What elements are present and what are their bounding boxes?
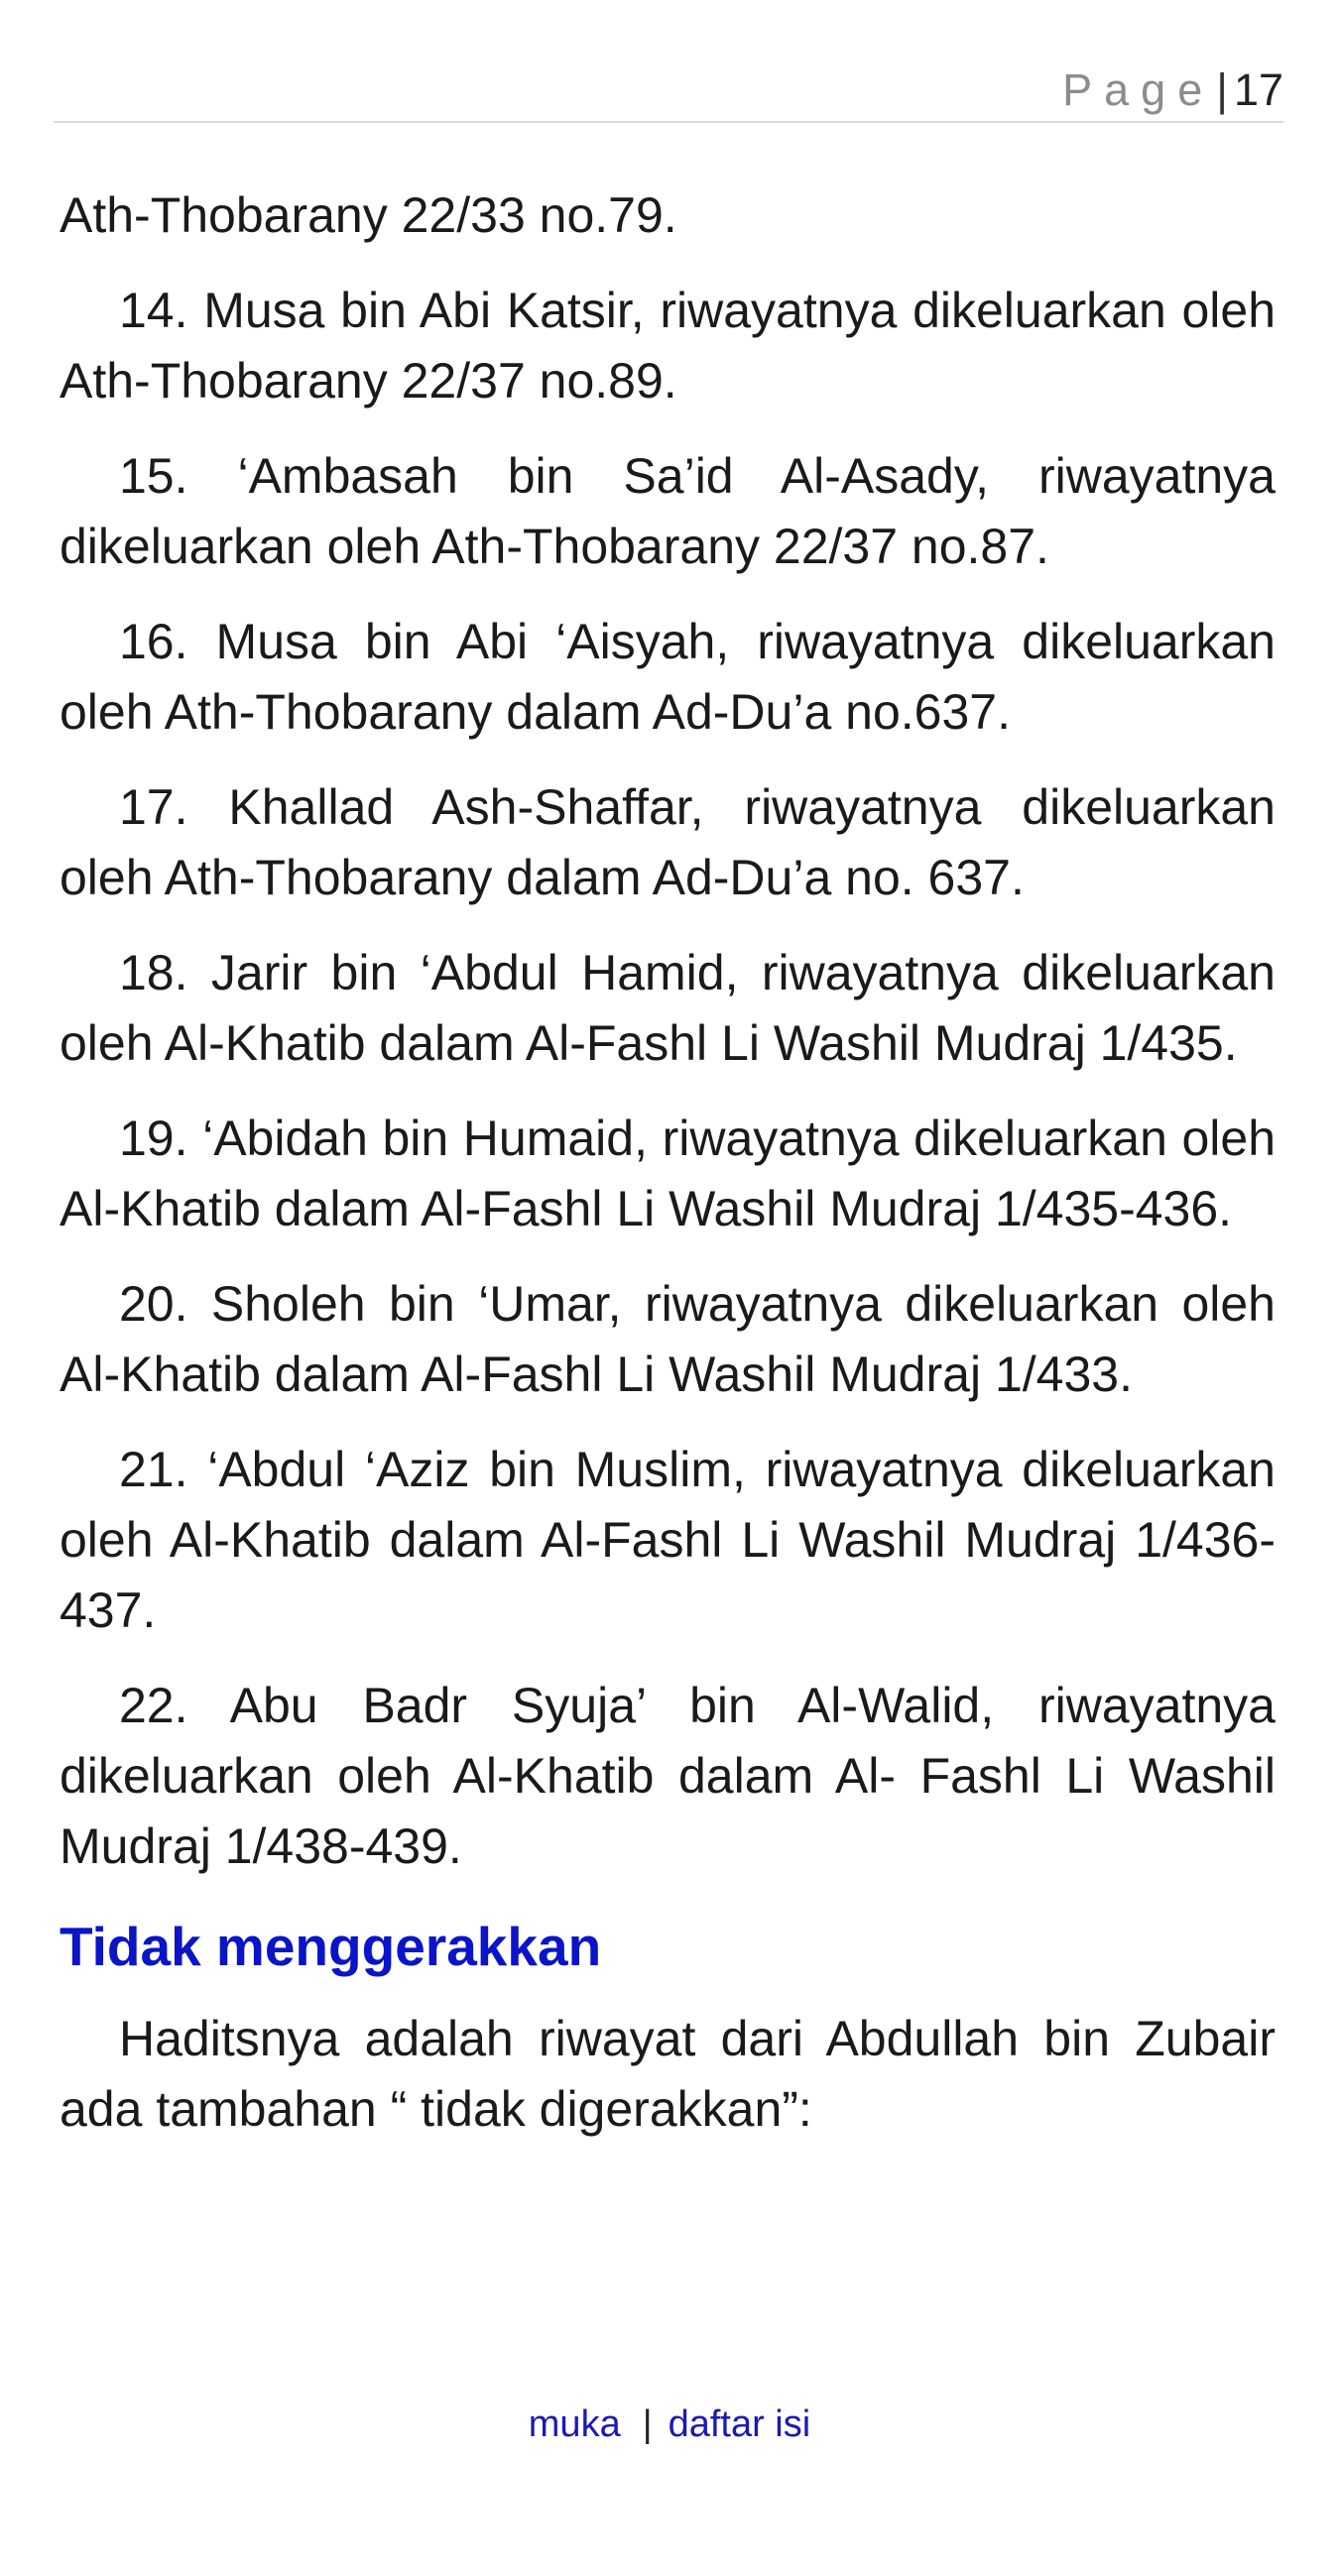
footer-nav	[0, 2400, 1339, 2449]
table-of-contents-link[interactable]: daftar isi	[668, 2403, 811, 2445]
section-heading: Tidak menggerakkan	[60, 1916, 602, 1977]
list-item-18: 18. Jarir bin ‘Abdul Hamid, riwayatnya dikeluarkan oleh Al-Khatib dalam Al-Fashl Li Washil Mudraj 1/435.	[60, 945, 1276, 1071]
list-item-14: 14. Musa bin Abi Katsir, riwayatnya dikeluarkan oleh Ath-Thobarany 22/37 no.89.	[60, 283, 1276, 409]
page-label: Page	[1062, 64, 1215, 115]
footer-separator: |	[642, 2403, 653, 2445]
list-item-22: 22. Abu Badr Syuja’ bin Al-Walid, riwayatnya dikeluarkan oleh Al-Khatib dalam Al- Fashl Li Washil Mudraj 1/438-439.	[60, 1678, 1276, 1874]
section-intro: Haditsnya adalah riwayat dari Abdullah bin Zubair ada tambahan “ tidak digerakkan”:	[60, 2011, 1276, 2137]
list-item-19: 19. ‘Abidah bin Humaid, riwayatnya dikeluarkan oleh Al-Khatib dalam Al-Fashl Li Washil Mudraj 1/435-436.	[60, 1111, 1276, 1236]
list-item-20: 20. Sholeh bin ‘Umar, riwayatnya dikeluarkan oleh Al-Khatib dalam Al-Fashl Li Washil Mudraj 1/433.	[60, 1276, 1276, 1402]
list-item-17: 17. Khallad Ash-Shaffar, riwayatnya dikeluarkan oleh Ath-Thobarany dalam Ad-Du’a no. 637.	[60, 779, 1276, 905]
list-item-15: 15. ‘Ambasah bin Sa’id Al-Asady, riwayatnya dikeluarkan oleh Ath-Thobarany 22/37 no.87.	[60, 448, 1276, 574]
document-body	[60, 180, 1276, 2169]
paragraph-continuation: Ath-Thobarany 22/33 no.79.	[60, 187, 677, 243]
page-number: 17	[1233, 64, 1283, 115]
home-link[interactable]: muka	[528, 2403, 621, 2445]
page-header	[54, 58, 1283, 123]
page-separator: |	[1216, 64, 1228, 115]
list-item-21: 21. ‘Abdul ‘Aziz bin Muslim, riwayatnya dikeluarkan oleh Al-Khatib dalam Al-Fashl Li Washil Mudraj 1/436-437.	[60, 1442, 1276, 1638]
list-item-16: 16. Musa bin Abi ‘Aisyah, riwayatnya dikeluarkan oleh Ath-Thobarany dalam Ad-Du’a no.637.	[60, 614, 1276, 740]
